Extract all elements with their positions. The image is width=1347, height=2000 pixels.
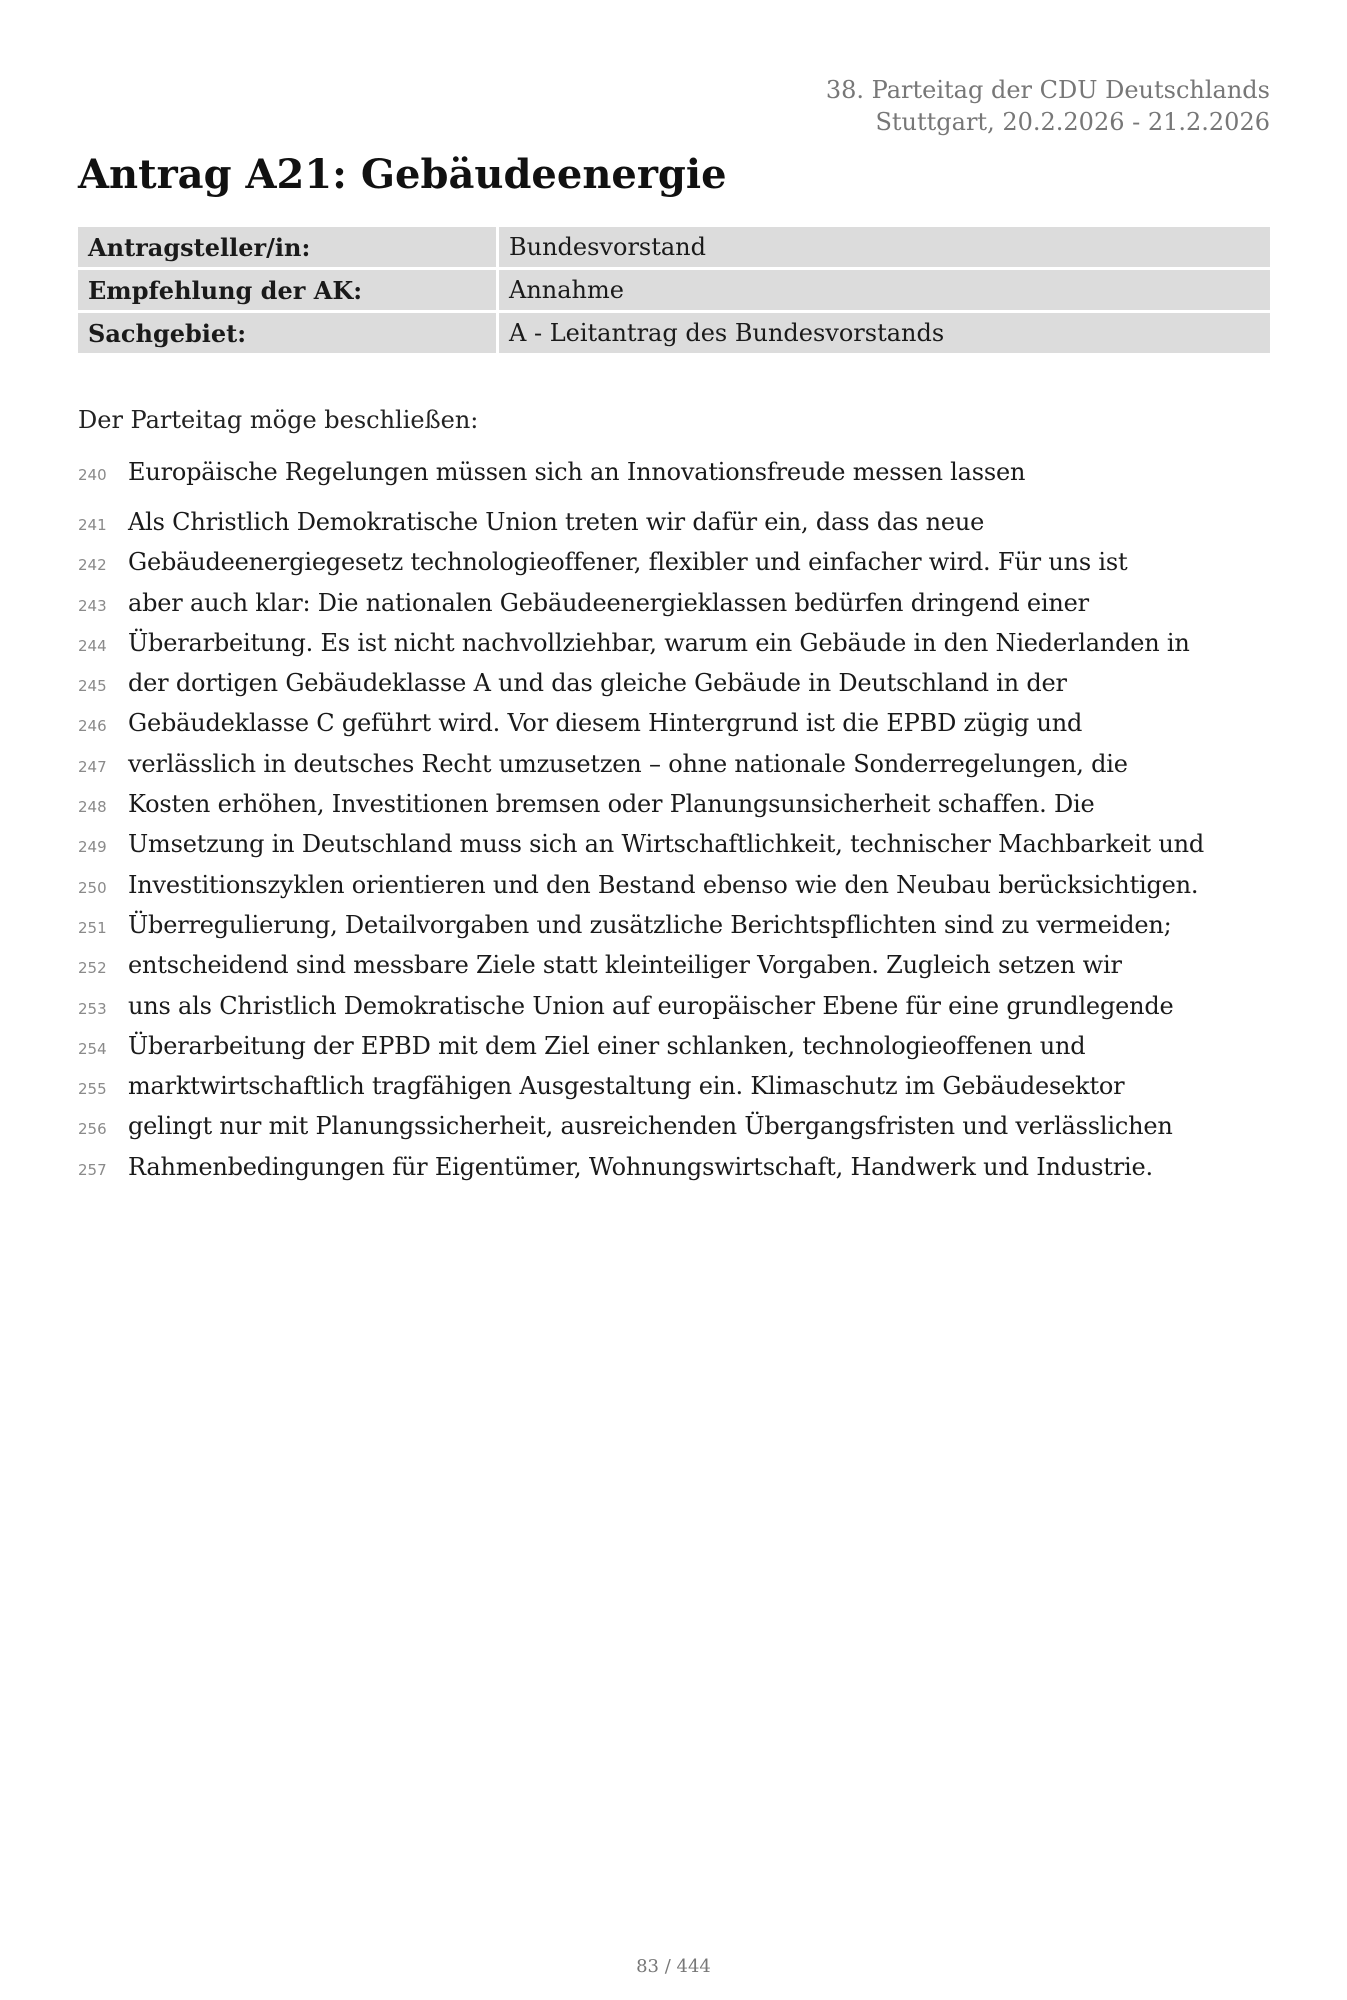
meta-value: Annahme xyxy=(499,270,1270,310)
meta-row-applicant xyxy=(78,227,1270,267)
event-location-date: Stuttgart, 20.2.2026 - 21.2.2026 xyxy=(875,108,1270,136)
line-number: 253 xyxy=(78,999,107,1018)
line-number: 246 xyxy=(78,717,107,736)
line-text: der dortigen Gebäudeklasse A und das gleiche Gebäude in Deutschland in der xyxy=(128,669,1067,698)
line-text: Europäische Regelungen müssen sich an Innovationsfreude messen lassen xyxy=(128,458,1026,486)
line-number: 250 xyxy=(78,878,107,897)
line-text: Gebäudeklasse C geführt wird. Vor diesem Hintergrund ist die EPBD zügig und xyxy=(128,709,1083,738)
line-number: 251 xyxy=(78,918,107,937)
line-number: 247 xyxy=(78,757,107,776)
text-line xyxy=(78,458,1278,508)
line-text: marktwirtschaftlich tragfähigen Ausgestaltung ein. Klimaschutz im Gebäudesektor xyxy=(128,1072,1125,1101)
line-text: verlässlich in deutsches Recht umzusetzen – ohne nationale Sonderregelungen, die xyxy=(128,749,1128,778)
text-line xyxy=(78,750,1278,790)
text-line xyxy=(78,629,1278,669)
line-number: 252 xyxy=(78,959,107,978)
line-text: Überarbeitung. Es ist nicht nachvollziehbar, warum ein Gebäude in den Niederlanden in xyxy=(128,628,1190,657)
document-header xyxy=(826,74,1270,138)
text-line xyxy=(78,871,1278,911)
text-line xyxy=(78,830,1278,870)
text-line xyxy=(78,1072,1278,1112)
line-text: Investitionszyklen orientieren und den Bestand ebenso wie den Neubau berücksichtigen. xyxy=(128,870,1199,899)
line-number: 254 xyxy=(78,1039,107,1058)
line-text: Kosten erhöhen, Investitionen bremsen oder Planungsunsicherheit schaffen. Die xyxy=(128,790,1095,819)
line-text: Rahmenbedingungen für Eigentümer, Wohnungswirtschaft, Handwerk und Industrie. xyxy=(128,1152,1153,1181)
text-line xyxy=(78,669,1278,709)
line-number: 243 xyxy=(78,596,107,615)
line-text: Als Christlich Demokratische Union treten wir dafür ein, dass das neue xyxy=(128,508,985,536)
document-title: Antrag A21: Gebäudeenergie xyxy=(78,151,727,198)
text-line xyxy=(78,951,1278,991)
meta-value: Bundesvorstand xyxy=(499,227,1270,267)
line-text: Überregulierung, Detailvorgaben und zusätzliche Berichtspflichten sind zu vermeiden; xyxy=(128,910,1172,939)
text-line xyxy=(78,1112,1278,1152)
text-line xyxy=(78,589,1278,629)
line-number: 248 xyxy=(78,798,107,817)
meta-row-subject xyxy=(78,313,1270,353)
text-line xyxy=(78,790,1278,830)
text-line xyxy=(78,1032,1278,1072)
text-line xyxy=(78,1153,1278,1193)
line-number: 240 xyxy=(78,466,107,484)
line-number: 241 xyxy=(78,516,107,534)
line-number: 245 xyxy=(78,677,107,696)
meta-key: Antragsteller/in: xyxy=(78,227,499,267)
line-text: uns als Christlich Demokratische Union auf europäischer Ebene für eine grundlegende xyxy=(128,991,1174,1020)
text-line xyxy=(78,508,1278,548)
line-text: Gebäudeenergiegesetz technologieoffener, flexibler und einfacher wird. Für uns ist xyxy=(128,548,1128,577)
line-number: 249 xyxy=(78,838,107,857)
line-number: 255 xyxy=(78,1080,107,1099)
line-number: 244 xyxy=(78,636,107,655)
text-line xyxy=(78,992,1278,1032)
line-text: Umsetzung in Deutschland muss sich an Wirtschaftlichkeit, technischer Machbarkeit und xyxy=(128,830,1205,859)
line-text: aber auch klar: Die nationalen Gebäudeenergieklassen bedürfen dringend einer xyxy=(128,588,1089,617)
line-text: Überarbeitung der EPBD mit dem Ziel einer schlanken, technologieoffenen und xyxy=(128,1031,1086,1060)
motion-text xyxy=(78,458,1278,1193)
motion-meta-table xyxy=(78,224,1270,356)
line-number: 257 xyxy=(78,1160,107,1179)
line-number: 256 xyxy=(78,1120,107,1139)
meta-key: Sachgebiet: xyxy=(78,313,499,353)
line-number: 242 xyxy=(78,556,107,575)
text-line xyxy=(78,911,1278,951)
page-number: 83 / 444 xyxy=(636,1956,711,1977)
text-line xyxy=(78,548,1278,588)
meta-key: Empfehlung der AK: xyxy=(78,270,499,310)
meta-value: A - Leitantrag des Bundesvorstands xyxy=(499,313,1270,353)
line-text: entscheidend sind messbare Ziele statt kleinteiliger Vorgaben. Zugleich setzen wir xyxy=(128,951,1122,980)
resolution-intro: Der Parteitag möge beschließen: xyxy=(78,406,479,434)
meta-row-recommendation xyxy=(78,270,1270,310)
text-line xyxy=(78,709,1278,749)
line-text: gelingt nur mit Planungssicherheit, ausreichenden Übergangsfristen und verlässlichen xyxy=(128,1112,1173,1141)
event-name: 38. Parteitag der CDU Deutschlands xyxy=(825,76,1270,104)
